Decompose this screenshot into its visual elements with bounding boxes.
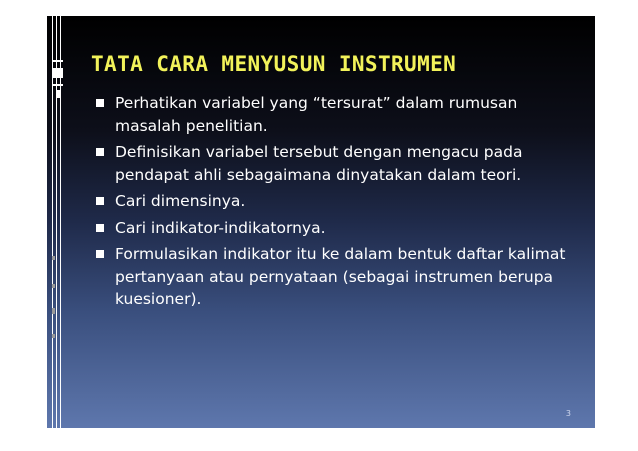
square-bullet-icon (96, 224, 104, 232)
bullet-item: Formulasikan indikator itu ke dalam bentuk daftar kalimat pertanyaan atau pernyataan (sebagai instrumen berupa kuesioner). (96, 243, 576, 311)
slide-title: TATA CARA MENYUSUN INSTRUMEN (91, 52, 457, 76)
bullet-item: Definisikan variabel tersebut dengan mengacu pada pendapat ahli sebagaimana dinyatakan dalam teori. (96, 141, 576, 186)
bullet-list (96, 92, 576, 315)
decorative-strip (47, 16, 65, 428)
slide (47, 16, 595, 428)
square-bullet-icon (96, 197, 104, 205)
bullet-item: Cari dimensinya. (96, 190, 576, 213)
square-bullet-icon (96, 148, 104, 156)
square-bullet-icon (96, 250, 104, 258)
bullet-item: Perhatikan variabel yang “tersurat” dalam rumusan masalah penelitian. (96, 92, 576, 137)
bullet-item: Cari indikator-indikatornya. (96, 217, 576, 240)
square-bullet-icon (96, 99, 104, 107)
page-number: 3 (565, 409, 571, 418)
